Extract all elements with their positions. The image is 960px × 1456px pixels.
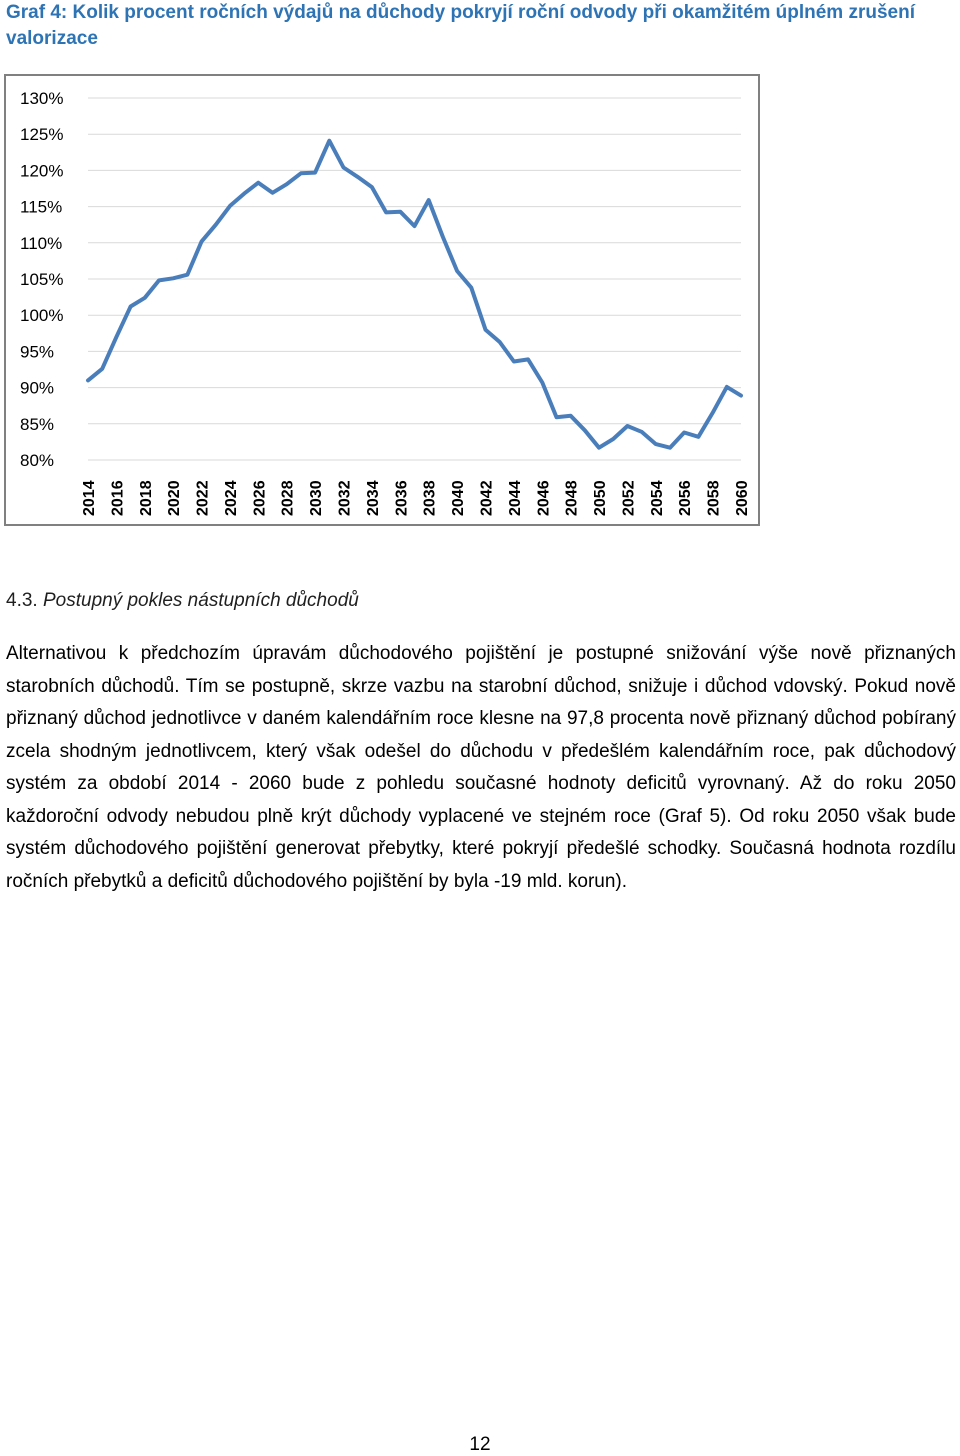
y-tick-label: 90% (20, 378, 55, 398)
chart-series (88, 141, 741, 448)
x-axis-ticks (81, 480, 751, 516)
x-tick-label: 2018 (137, 480, 155, 516)
x-tick-label: 2020 (166, 480, 184, 516)
x-tick-label: 2024 (222, 480, 240, 516)
x-tick-label: 2028 (279, 480, 297, 516)
x-tick-label: 2060 (734, 480, 751, 516)
y-tick-label: 125% (20, 125, 64, 145)
section-number: 4.3. (6, 590, 38, 611)
x-tick-label: 2040 (450, 480, 468, 516)
x-tick-label: 2038 (421, 480, 439, 516)
body-paragraph: Alternativou k předchozím úpravám důchodového pojištění je postupné snižování výše nově přiznaných starobních důchodů. Tím se postupně, skrze vazbu na starobní důchod, snižuje i důchod vdovský. Pokud nově přiznaný důchod jednotlivce v daném kalendářním roce klesne na 97,8 procenta nově přiznaný důchod pobíraný zcela shodným jednotlivcem, který však odešel do důchodu v předešlém kalendářním roce, pak důchodový systém za období 2014 - 2060 bude z pohledu současné hodnoty deficitů vyrovnaný. Až do roku 2050 každoroční odvody nebudou plně krýt důchody vyplacené ve stejném roce (Graf 5). Od roku 2050 však bude systém důchodového pojištění generovat přebytky, které pokryjí předešlé schodky. Současná hodnota rozdílu ročních přebytků a deficitů důchodového pojištění by byla -19 mld. korun). (6, 643, 956, 892)
y-tick-label: 95% (20, 342, 55, 362)
x-tick-label: 2014 (81, 480, 98, 516)
x-tick-label: 2032 (336, 480, 354, 516)
y-tick-label: 120% (20, 161, 64, 181)
chart-canvas (6, 76, 762, 528)
x-tick-label: 2026 (251, 480, 269, 516)
x-tick-label: 2054 (648, 480, 666, 516)
y-axis-ticks (20, 89, 63, 470)
x-tick-label: 2016 (109, 480, 127, 516)
x-tick-label: 2044 (506, 480, 524, 516)
y-tick-label: 80% (20, 451, 55, 470)
x-tick-label: 2036 (393, 480, 411, 516)
y-tick-label: 85% (20, 414, 55, 434)
y-tick-label: 110% (20, 233, 63, 253)
series-line (88, 141, 741, 448)
x-tick-label: 2056 (677, 480, 695, 516)
x-tick-label: 2042 (478, 480, 496, 516)
line-chart (4, 74, 760, 526)
x-tick-label: 2022 (194, 480, 212, 516)
chart-gridlines (88, 98, 741, 460)
x-tick-label: 2034 (364, 480, 382, 516)
page-number: 12 (469, 1434, 491, 1455)
graph-title: Graf 4: Kolik procent ročních výdajů na důchody pokryjí roční odvody při okamžitém úplném zrušení valorizace (6, 2, 916, 49)
y-tick-label: 115% (20, 197, 63, 217)
x-tick-label: 2030 (308, 480, 326, 516)
y-tick-label: 105% (20, 270, 64, 289)
x-tick-label: 2048 (563, 480, 581, 516)
x-tick-label: 2046 (535, 480, 553, 516)
section-heading (6, 590, 359, 612)
x-tick-label: 2052 (620, 480, 638, 516)
x-tick-label: 2050 (592, 480, 610, 516)
x-tick-label: 2058 (705, 480, 723, 516)
section-title: Postupný pokles nástupních důchodů (42, 590, 359, 611)
y-tick-label: 100% (20, 306, 64, 326)
y-tick-label: 130% (20, 89, 64, 108)
